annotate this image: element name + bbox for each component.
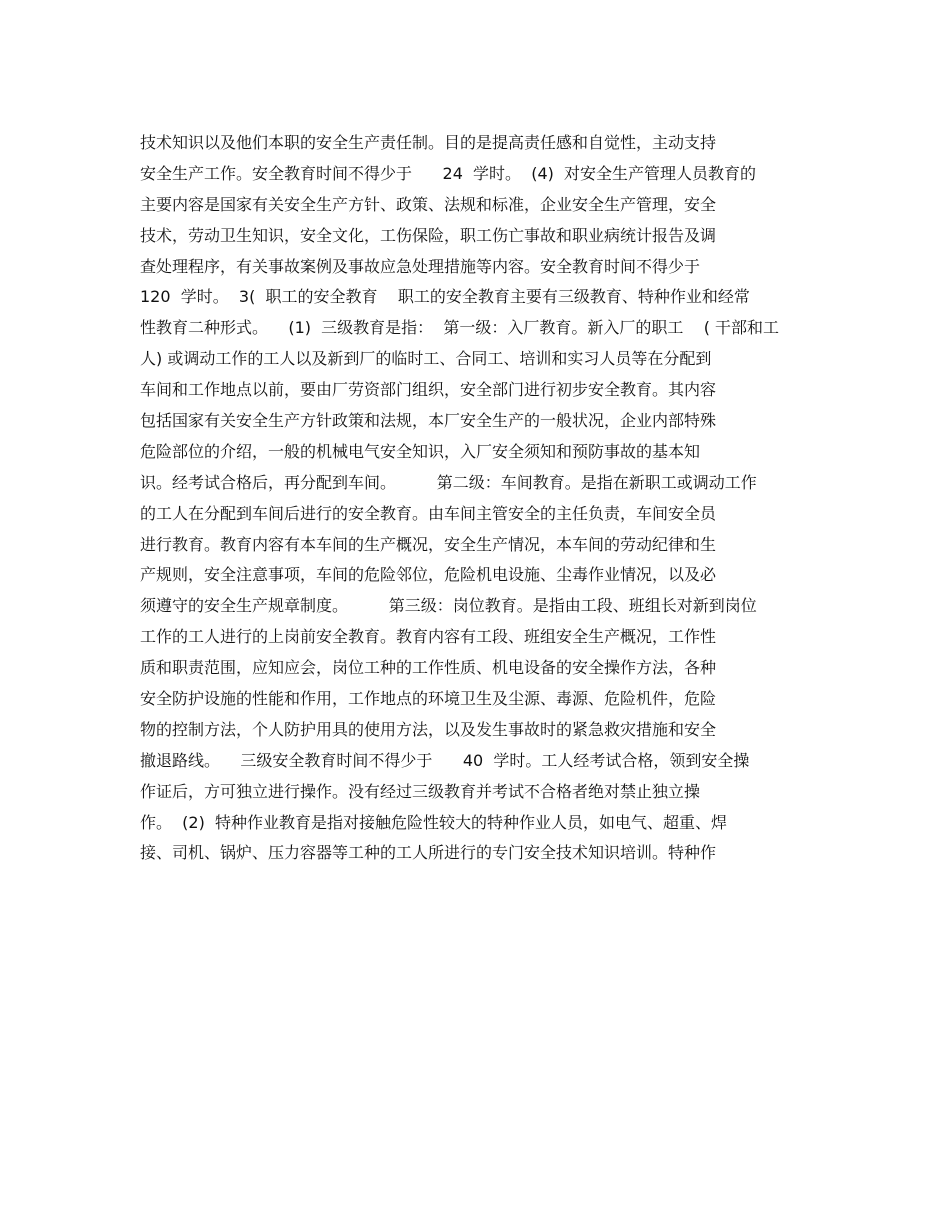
text-line: 须遵守的安全生产规章制度。 第三级：岗位教育。是指由工段、班组长对新到岗位 [140, 596, 757, 616]
text-line: 进行教育。教育内容有本车间的生产概况，安全生产情况，本车间的劳动纪律和生 [140, 534, 717, 554]
text-line: 包括国家有关安全生产方针政策和法规，本厂安全生产的一般状况，企业内部特殊 [140, 411, 717, 431]
text-line: 识。经考试合格后，再分配到车间。 第二级：车间教育。是指在新职工或调动工作 [140, 472, 757, 492]
text-line: 产规则，安全注意事项，车间的危险邻位，危险机电设施、尘毒作业情况，以及必 [140, 565, 717, 585]
text-line: 工作的工人进行的上岗前安全教育。教育内容有工段、班组安全生产概况，工作性 [140, 627, 717, 647]
text-line: 人) 或调动工作的工人以及新到厂的临时工、合同工、培训和实习人员等在分配到 [140, 349, 712, 369]
text-line: 性教育二种形式。 (1) 三级教育是指： 第一级：入厂教育。新入厂的职工 ( 干部和工 [140, 318, 780, 338]
text-line: 物的控制方法，个人防护用具的使用方法，以及发生事故时的紧急救灾措施和安全 [140, 719, 717, 739]
text-line: 危险部位的介绍，一般的机械电气安全知识，入厂安全须知和预防事故的基本知 [140, 441, 701, 461]
text-line: 技术，劳动卫生知识，安全文化，工伤保险，职工伤亡事故和职业病统计报告及调 [140, 225, 717, 245]
text-line: 作。 (2) 特种作业教育是指对接触危险性较大的特种作业人员，如电气、超重、焊 [140, 812, 728, 832]
text-line: 车间和工作地点以前，要由厂劳资部门组织，安全部门进行初步安全教育。其内容 [140, 380, 717, 400]
body-text [140, 128, 830, 869]
text-line: 质和职责范围，应知应会，岗位工种的工作性质、机电设备的安全操作方法，各种 [140, 658, 717, 678]
text-line: 主要内容是国家有关安全生产方针、政策、法规和标准，企业安全生产管理，安全 [140, 194, 717, 214]
text-line: 作证后，方可独立进行操作。没有经过三级教育并考试不合格者绝对禁止独立操 [140, 781, 701, 801]
text-line: 安全防护设施的性能和作用，工作地点的环境卫生及尘源、毒源、危险机件，危险 [140, 689, 717, 709]
text-line: 的工人在分配到车间后进行的安全教育。由车间主管安全的主任负责，车间安全员 [140, 503, 717, 523]
text-line: 查处理程序，有关事故案例及事故应急处理措施等内容。安全教育时间不得少于 [140, 256, 701, 276]
text-line: 技术知识以及他们本职的安全生产责任制。目的是提高责任感和自觉性，主动支持 [140, 133, 717, 152]
text-line: 120 学时。 3( 职工的安全教育 职工的安全教育主要有三级教育、特种作业和经常 [140, 287, 750, 307]
text-line: 接、司机、锅炉、压力容器等工种的工人所进行的专门安全技术知识培训。特种作 [140, 843, 717, 863]
text-line: 撤退路线。 三级安全教育时间不得少于 40 学时。工人经考试合格，领到安全操 [140, 750, 750, 770]
text-line: 安全生产工作。安全教育时间不得少于 24 学时。 (4) 对安全生产管理人员教育的 [140, 163, 757, 183]
